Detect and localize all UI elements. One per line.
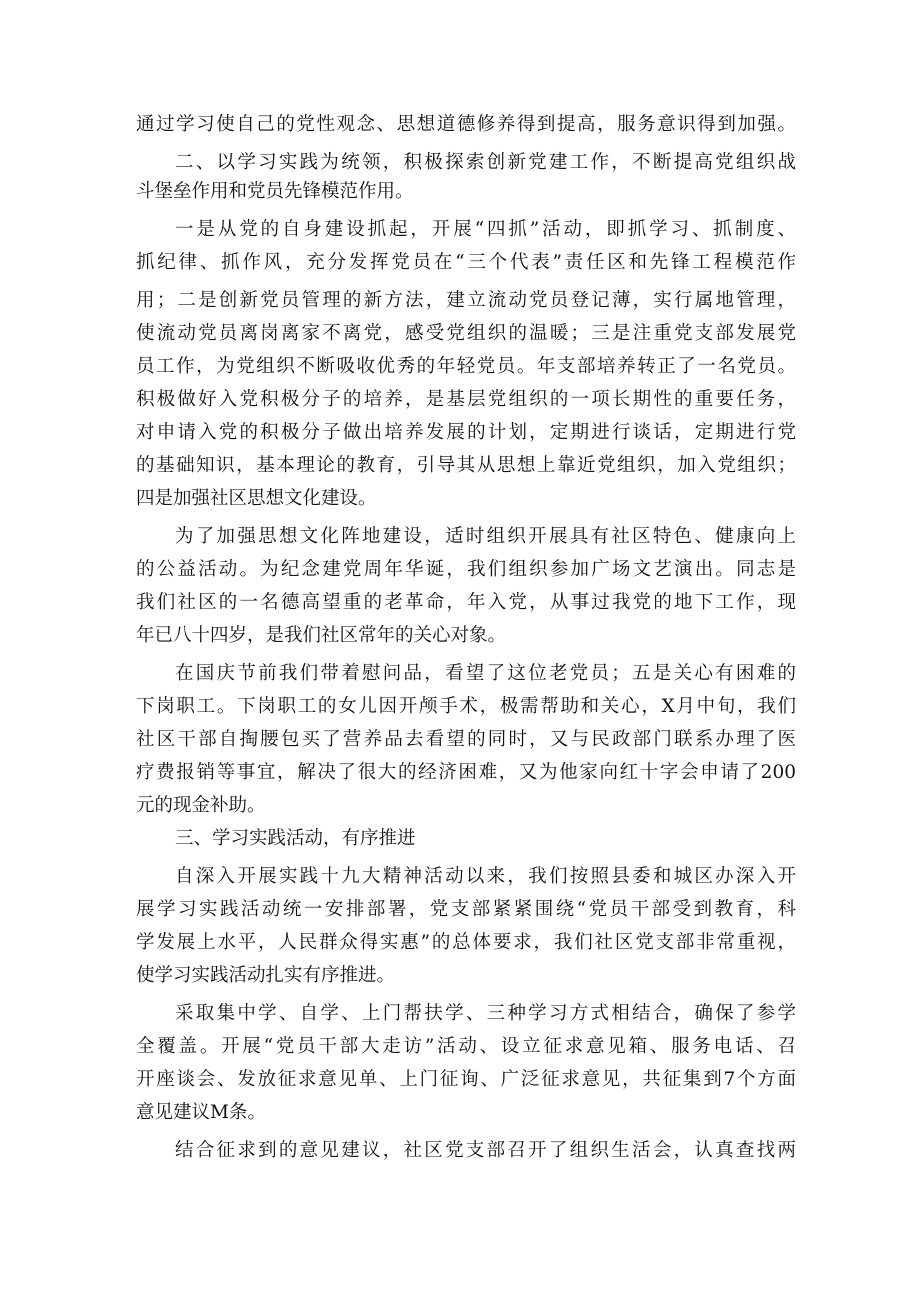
text-line: 抓纪律、抓作风，充分发挥党员在“三个代表”责任区和先锋工程模范作 <box>136 252 796 273</box>
text-line: 年已八十四岁，是我们社区常年的关心对象。 <box>136 625 507 646</box>
text-line: 员工作，为党组织不断吸收优秀的年轻党员。年支部培养转正了一名党员。 <box>136 356 796 377</box>
paragraph-first-line: 在国庆节前我们带着慰问品，看望了这位老党员；五是关心有困难的 <box>175 663 796 684</box>
text-line: 用；二是创新党员管理的新方法，建立流动党员登记薄，实行属地管理， <box>136 290 796 311</box>
paragraph-first-line: 结合征求到的意见建议，社区党支部召开了组织生活会，认真查找两 <box>175 1140 796 1161</box>
text-line: 斗堡垒作用和党员先锋模范作用。 <box>136 181 414 202</box>
text-line: 使流动党员离岗离家不离党，感受党组织的温暖；三是注重党支部发展党 <box>136 323 796 344</box>
text-line: 开座谈会、发放征求意见单、上门征询、广泛征求意见，共征集到7个方面 <box>136 1069 796 1090</box>
text-line: 社区干部自掏腰包买了营养品去看望的同时，又与民政部门联系办理了医 <box>136 729 796 750</box>
section-heading: 三、学习实践活动，有序推进 <box>175 828 416 849</box>
text-line: 积极做好入党积极分子的培养，是基层党组织的一项长期性的重要任务， <box>136 389 796 410</box>
text-line: 疗费报销等事宜，解决了很大的经济困难，又为他家向红十字会申请了200 <box>136 762 796 783</box>
text-line: 的公益活动。为纪念建党周年华诞，我们组织参加广场文艺演出。同志是 <box>136 559 796 580</box>
text-line: 元的现金补助。 <box>136 795 266 816</box>
paragraph-first-line: 自深入开展实践十九大精神活动以来，我们按照县委和城区办深入开 <box>175 866 796 887</box>
text-line: 使学习实践活动扎实有序推进。 <box>136 965 396 986</box>
text-line: 四是加强社区思想文化建设。 <box>136 488 377 509</box>
paragraph-first-line: 为了加强思想文化阵地建设，适时组织开展具有社区特色、健康向上 <box>175 526 796 547</box>
paragraph-first-line: 采取集中学、自学、上门帮扶学、三种学习方式相结合，确保了参学 <box>175 1003 796 1024</box>
text-line: 学发展上水平，人民群众得实惠”的总体要求，我们社区党支部非常重视， <box>136 932 796 953</box>
text-line: 通过学习使自己的党性观念、思想道德修养得到提高，服务意识得到加强。 <box>136 114 796 135</box>
text-line: 展学习实践活动统一安排部署，党支部紧紧围绕“党员干部受到教育，科 <box>136 899 796 920</box>
paragraph-first-line: 二、以学习实践为统领，积极探索创新党建工作，不断提高党组织战 <box>175 152 796 173</box>
text-line: 的基础知识，基本理论的教育，引导其从思想上靠近党组织，加入党组织； <box>136 455 796 476</box>
paragraph-first-line: 一是从党的自身建设抓起，开展“四抓”活动，即抓学习、抓制度、 <box>175 219 796 240</box>
text-line: 对申请入党的积极分子做出培养发展的计划，定期进行谈话，定期进行党 <box>136 422 796 443</box>
text-line: 全覆盖。开展“党员干部大走访”活动、设立征求意见箱、服务电话、召 <box>136 1036 796 1057</box>
text-line: 意见建议M条。 <box>136 1102 266 1123</box>
text-line: 下岗职工。下岗职工的女儿因开颅手术，极需帮助和关心，X月中旬，我们 <box>136 696 796 717</box>
text-line: 我们社区的一名德高望重的老革命，年入党，从事过我党的地下工作，现 <box>136 592 796 613</box>
